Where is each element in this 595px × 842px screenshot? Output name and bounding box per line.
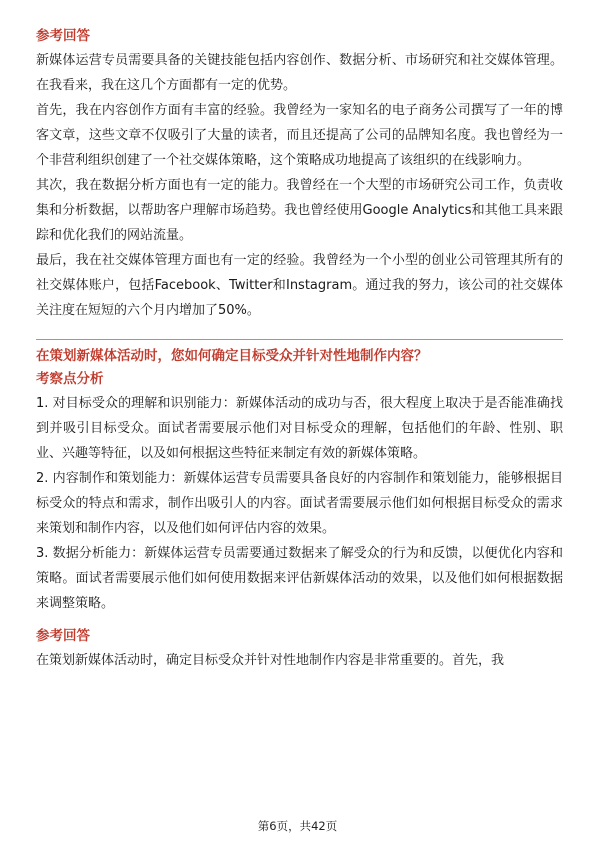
answer-heading: 参考回答 (36, 28, 90, 44)
answer-paragraph: 在策划新媒体活动时，确定目标受众并针对性地制作内容是非常重要的。首先，我 (36, 653, 505, 668)
answer-paragraph: 新媒体运营专员需要具备的关键技能包括内容创作、数据分析、市场研究和社交媒体管理。在我看来，我在这几个方面都有一定的优势。 (36, 53, 563, 93)
question-title: 在策划新媒体活动时，您如何确定目标受众并针对性地制作内容？ (36, 348, 428, 364)
analysis-point: 2. 内容制作和策划能力：新媒体运营专员需要具备良好的内容制作和策划能力，能够根据目标受众的特点和需求，制作出吸引人的内容。面试者需要展示他们如何根据目标受众的需求来策划和制作内容，以及他们如何评估内容的效果。 (36, 471, 563, 536)
analysis-point: 1. 对目标受众的理解和识别能力：新媒体活动的成功与否，很大程度上取决于是否能准确找到并吸引目标受众。面试者需要展示他们对目标受众的理解，包括他们的年龄、性别、职业、兴趣等特征，以及如何根据这些特征来制定有效的新媒体策略。 (36, 396, 563, 461)
page-number: 第6页，共42页 (257, 819, 338, 833)
analysis-point: 3. 数据分析能力：新媒体运营专员需要通过数据来了解受众的行为和反馈，以便优化内容和策略。面试者需要展示他们如何使用数据来评估新媒体活动的效果，以及他们如何根据数据来调整策略。 (36, 546, 563, 611)
page-content (36, 26, 563, 673)
answer-paragraph: 最后，我在社交媒体管理方面也有一定的经验。我曾经为一个小型的创业公司管理其所有的社交媒体账户，包括Facebook、Twitter和Instagram。通过我的努力，该公司的社交媒体关注度在短短的六个月内增加了50%。 (36, 253, 563, 318)
analysis-heading: 考察点分析 (36, 371, 104, 387)
answer-paragraph: 首先，我在内容创作方面有丰富的经验。我曾经为一家知名的电子商务公司撰写了一年的博客文章，这些文章不仅吸引了大量的读者，而且还提高了公司的品牌知名度。我也曾经为一个非营利组织创建了一个社交媒体策略，这个策略成功地提高了该组织的在线影响力。 (36, 103, 563, 168)
section-divider (36, 339, 563, 340)
answer-heading: 参考回答 (36, 628, 90, 644)
answer-paragraph: 其次，我在数据分析方面也有一定的能力。我曾经在一个大型的市场研究公司工作，负责收集和分析数据，以帮助客户理解市场趋势。我也曾经使用Google Analytics和其他工具来跟踪和优化我们的网站流量。 (36, 178, 563, 243)
